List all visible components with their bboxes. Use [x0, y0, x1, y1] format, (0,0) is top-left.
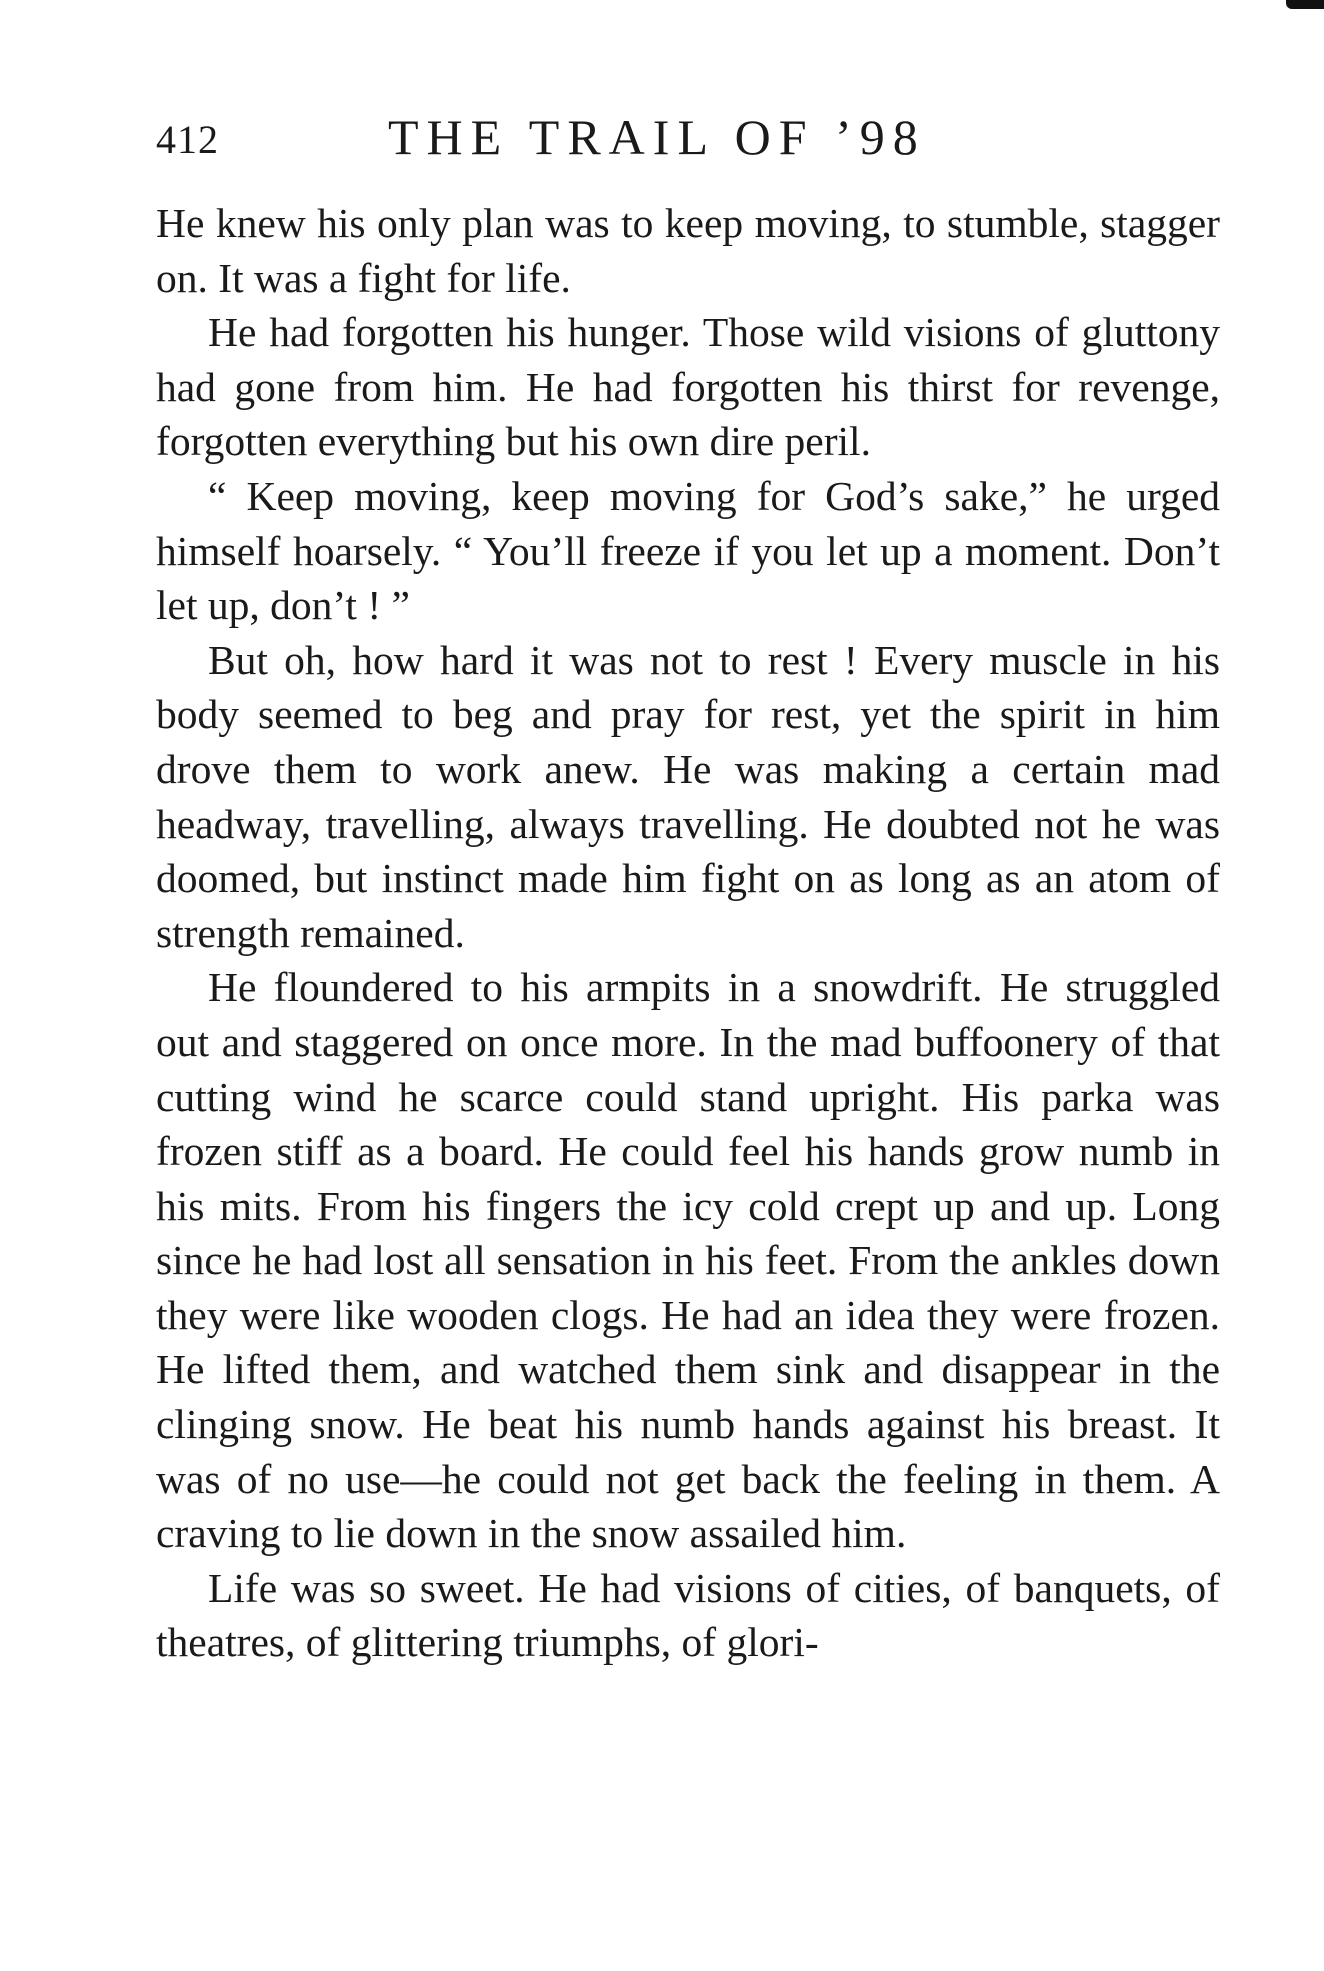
page-header — [156, 108, 1216, 168]
paragraph-4: But oh, how hard it was not to rest ! Every muscle in his body seemed to beg and pray for rest, yet the spirit in him drove them to work anew. He was making a certain mad headway, travelling, always travelling. He doubted not he was doomed, but instinct made him fight on as long as an atom of strength remained. — [156, 636, 1220, 956]
paragraph-2: He had forgotten his hunger. Those wild visions of gluttony had gone from him. He had forgotten his thirst for revenge, forgotten everything but his own dire peril. — [156, 309, 1220, 465]
paragraph-1: He knew his only plan was to keep moving, to stumble, stagger on. It was a fight for life. — [156, 200, 1220, 301]
paragraph-6: Life was so sweet. He had visions of cities, of banquets, of theatres, of glittering triumphs, of glori- — [156, 1564, 1220, 1666]
paragraph-3: “ Keep moving, keep moving for God’s sake,” he urged himself hoarsely. “ You’ll freeze if you let up a moment. Don’t let up, don’t ! ” — [156, 472, 1220, 629]
running-title: THE TRAIL OF ’98 — [388, 109, 926, 165]
page-number: 412 — [156, 117, 219, 162]
body-text — [156, 196, 1220, 1670]
page-corner-mark — [1286, 0, 1324, 9]
paragraph-5: He floundered to his armpits in a snowdrift. He struggled out and staggered on once more. In the mad buffoonery of that cutting wind he scarce could stand upright. His parka was frozen stiff as a board. He could feel his hands grow numb in his mits. From his fingers the icy cold crept up and up. Long since he had lost all sensation in his feet. From the ankles down they were like wooden clogs. He had an idea they were frozen. He lifted them, and watched them sink and disappear in the clinging snow. He beat his numb hands against his breast. It was of no use—he could not get back the feeling in them. A craving to lie down in the snow assailed him. — [156, 964, 1220, 1557]
